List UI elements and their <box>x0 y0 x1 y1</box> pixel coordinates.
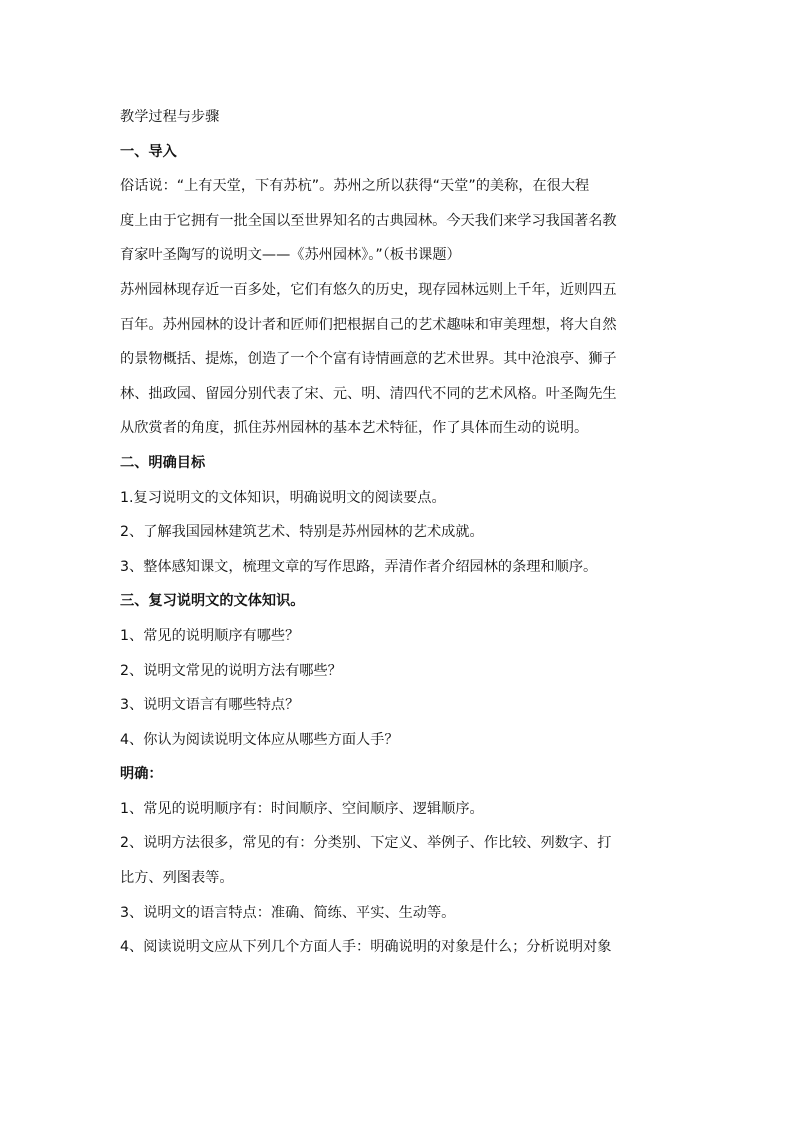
section-heading-review: 三、复习说明文的文体知识。 <box>120 593 305 610</box>
review-question: 2、说明文常见的说明方法有哪些？ <box>120 662 342 679</box>
intro-paragraph-1 <box>120 169 676 273</box>
review-question: 3、说明文语言有哪些特点？ <box>120 697 300 714</box>
answer-label: 明确： <box>120 766 163 783</box>
paragraph-line: 俗话说：“上有天堂，下有苏杭”。苏州之所以获得“天堂”的美称，在很大程 <box>120 178 590 195</box>
review-question: 4、你认为阅读说明文体应从哪些方面人手？ <box>120 731 399 748</box>
paragraph-line: 从欣赏者的角度，抓住苏州园林的基本艺术特征，作了具体而生动的说明。 <box>120 420 589 437</box>
paragraph-line: 苏州园林现存近一百多处，它们有悠久的历史，现存园林远则上千年，近则四五 <box>120 281 617 298</box>
section-heading-goals: 二、明确目标 <box>120 454 206 471</box>
goal-item: 3、整体感知课文，梳理文章的写作思路，弄清作者介绍园林的条理和顺序。 <box>120 558 598 575</box>
paragraph-line: 育家叶圣陶写的说明文——《苏州园林》。”（板书课题） <box>120 247 461 264</box>
answer-line: 3、说明文的语言特点：准确、简练、平实、生动等。 <box>120 904 456 921</box>
answer-line: 2、说明方法很多，常见的有：分类别、下定义、举例子、作比较、列数字、打 <box>120 835 612 852</box>
section-heading-intro: 一、导入 <box>120 143 177 160</box>
paragraph-line: 的景物概括、提炼，创造了一个个富有诗情画意的艺术世界。其中沧浪亭、狮子 <box>120 351 617 368</box>
doc-title: 教学过程与步骤 <box>120 109 220 125</box>
answer-line: 比方、列图表等。 <box>120 870 234 887</box>
paragraph-line: 林、拙政园、留园分别代表了宋、元、明、清四代不同的艺术风格。叶圣陶先生 <box>120 385 617 402</box>
answer-line: 1、常见的说明顺序有：时间顺序、空间顺序、逻辑顺序。 <box>120 800 484 817</box>
answer-line: 4、阅读说明文应从下列几个方面人手：明确说明的对象是什么；分析说明对象 <box>120 939 612 956</box>
paragraph-line: 百年。苏州园林的设计者和匠师们把根据自己的艺术趣味和审美理想，将大自然 <box>120 316 617 333</box>
paragraph-line: 度上由于它拥有一批全国以至世界知名的古典园林。今天我们来学习我国著名教 <box>120 212 617 229</box>
document-body <box>120 100 676 965</box>
goal-item: 1.复习说明文的文体知识，明确说明文的阅读要点。 <box>120 489 446 506</box>
review-question: 1、常见的说明顺序有哪些？ <box>120 627 300 644</box>
goal-item: 2、了解我国园林建筑艺术、特别是苏州园林的艺术成就。 <box>120 524 484 541</box>
intro-paragraph-2 <box>120 273 676 446</box>
